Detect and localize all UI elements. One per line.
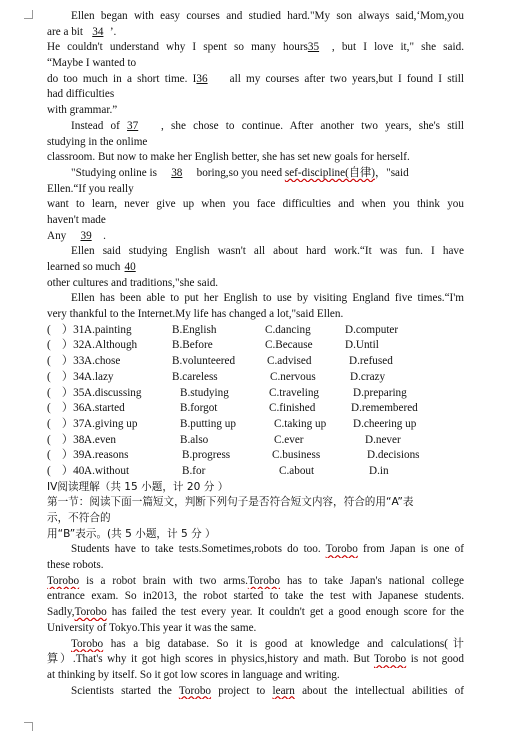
option-a: A.giving up xyxy=(84,417,138,430)
option-c: C.finished xyxy=(269,402,316,415)
reading-line: Scientists started the Torobo project to learn about the intellectual abilities of xyxy=(71,684,464,697)
reading-line: Sadly,Torobo has failed the test every year. It couldn't get a good enough score for the xyxy=(47,606,464,619)
passage-line: “Maybe I wanted to xyxy=(47,57,137,70)
blank-38: 38 xyxy=(171,166,183,179)
passage-line: Ellen has been able to put her English to use by visiting England five times.“I'm xyxy=(71,292,464,305)
reading-line: these robots. xyxy=(47,559,104,572)
torobo-term: Torobo xyxy=(373,653,407,666)
question-number: ( ）40. xyxy=(47,464,88,477)
question-number: ( ）35. xyxy=(47,386,88,399)
passage-line: Ellen.“If you really xyxy=(47,182,134,195)
passage-line: studying in the onlime xyxy=(47,135,148,148)
blank-37: 37 xyxy=(127,119,139,132)
option-a: A.chose xyxy=(84,355,121,368)
blank-34: 34 xyxy=(92,25,104,38)
passage-line: want to learn, never give up when you face difficulties and when you think you xyxy=(47,198,464,211)
option-d: D.preparing xyxy=(353,386,407,399)
option-d: D.Until xyxy=(345,339,379,352)
option-c: C.about xyxy=(279,464,315,477)
option-row xyxy=(47,323,464,339)
question-number: ( ）32. xyxy=(47,339,88,352)
corner-mark-bottom xyxy=(24,722,33,731)
option-a: A.discussing xyxy=(84,386,142,399)
passage-line: very thankful to the Internet.My life has changed a lot,"said Ellen. xyxy=(47,308,344,321)
torobo-term: Torobo xyxy=(74,606,107,619)
passage-line: classroom. But now to make her English better, she has set new goals for herself. xyxy=(47,151,410,164)
option-d: D.computer xyxy=(345,323,399,336)
option-d: D.remembered xyxy=(351,402,418,415)
option-d: D.never xyxy=(365,433,401,446)
option-a: A.reasons xyxy=(84,449,129,462)
option-b: B.putting up xyxy=(180,417,236,430)
blank-40: 40 xyxy=(124,261,136,273)
options-list xyxy=(47,323,464,480)
passage-line: other cultures and traditions,"she said. xyxy=(47,276,219,289)
option-c: C.dancing xyxy=(265,323,311,336)
learn-term: learn xyxy=(272,684,295,697)
passage-line: with grammar.” xyxy=(47,104,118,117)
document-content xyxy=(47,9,464,699)
passage-line: Ellen began with easy courses and studied hard."My son always said,‘Mom,you xyxy=(71,10,464,22)
corner-mark-top xyxy=(24,10,33,19)
option-row xyxy=(47,401,464,417)
option-d: D.refused xyxy=(349,355,393,368)
question-number: ( ）38. xyxy=(47,433,88,446)
section-instruction: 第一节：阅读下面一篇短文，判断下列句子是否符合短文内容，符合的用“A”表 xyxy=(47,496,414,509)
question-number: ( ）33. xyxy=(47,355,88,368)
option-b: B.for xyxy=(182,464,206,477)
option-row xyxy=(47,338,464,354)
option-b: B.volunteered xyxy=(172,355,236,368)
question-number: ( ）36. xyxy=(47,402,88,415)
option-b: B.English xyxy=(172,323,217,336)
question-number: ( ）37. xyxy=(47,417,88,430)
reading-line: University of Tokyo.This year it was the same. xyxy=(47,621,257,634)
reading-line: Students have to take tests.Sometimes,robots do too. Torobo from Japan is one of xyxy=(71,543,464,556)
reading-line: at thinking by itself. So it got low scores in language and writing. xyxy=(47,668,340,681)
section-instruction: 用“B”表示。(共 5 小题，计 5 分 ） xyxy=(47,527,216,540)
option-row xyxy=(47,433,464,449)
option-c: C.ever xyxy=(274,433,304,446)
passage-line: learned so much 40 xyxy=(47,260,464,276)
option-d: D.cheering up xyxy=(353,417,417,430)
passage-line: do too much in a short time. I36 all my courses after two years,but I found I still xyxy=(47,72,464,88)
option-c: C.taking up xyxy=(274,417,327,430)
option-b: B.forgot xyxy=(180,402,218,415)
passage-line: are a bit 34 ’. xyxy=(47,25,464,41)
question-number: ( ）34. xyxy=(47,370,88,383)
option-b: B.progress xyxy=(182,449,231,462)
option-row xyxy=(47,386,464,402)
passage-line: Ellen said studying English wasn't all about hard work.“It was fun. I have xyxy=(71,245,464,258)
option-a: A.Although xyxy=(84,339,138,352)
question-number: ( ）31. xyxy=(47,323,88,336)
option-b: B.studying xyxy=(180,386,229,399)
blank-35: 35 xyxy=(307,41,320,54)
torobo-term: Torobo xyxy=(47,574,80,587)
torobo-term: Torobo xyxy=(325,543,358,556)
option-row xyxy=(47,354,464,370)
passage-line: Any 39 . xyxy=(47,229,464,245)
option-row xyxy=(47,464,464,480)
option-row xyxy=(47,417,464,433)
passage-line: "Studying online is 38 boring,so you need sef-discipline(自律)，"said xyxy=(47,166,464,182)
option-row xyxy=(47,448,464,464)
passage-line: haven't made xyxy=(47,213,106,226)
option-d: D.decisions xyxy=(367,449,420,462)
option-row xyxy=(47,370,464,386)
option-a: A.even xyxy=(84,433,116,446)
reading-line: Torobo is a robot brain with two arms.Torobo has to take Japan's national college xyxy=(47,574,464,587)
blank-36: 36 xyxy=(196,72,208,85)
option-b: B.Before xyxy=(172,339,213,352)
self-discipline-term: sef-discipline(自律) xyxy=(284,166,375,179)
option-b: B.careless xyxy=(172,370,218,383)
option-c: C.Because xyxy=(265,339,313,352)
option-c: C.business xyxy=(272,449,321,462)
passage-line: Instead of 37 , she chose to continue. After another two years, she's still xyxy=(47,119,464,135)
reading-line: Torobo has a big database. So it is good at knowledge and calculations(计 xyxy=(71,637,464,650)
option-a: A.started xyxy=(84,402,125,415)
option-c: C.nervous xyxy=(270,370,316,383)
question-number: ( ）39. xyxy=(47,449,88,462)
option-d: D.crazy xyxy=(350,370,386,383)
torobo-term: Torobo xyxy=(247,574,281,587)
option-a: A.without xyxy=(84,464,130,477)
torobo-term: Torobo xyxy=(71,637,104,650)
passage-line: had difficulties xyxy=(47,88,115,101)
section-instruction: 示，不符合的 xyxy=(47,512,111,524)
reading-line: entrance exam. So in2013, the robot started to take the test with Japanese students. xyxy=(47,590,464,603)
passage-line: He couldn't understand why I spent so many hours35 , but I love it," she said. xyxy=(47,40,464,56)
option-d: D.in xyxy=(369,464,389,477)
reading-line: 算）.That's why it got high scores in physics,history and math. But Torobo is not good xyxy=(47,653,464,666)
option-b: B.also xyxy=(180,433,209,446)
option-a: A.painting xyxy=(84,323,132,336)
section-heading: IV阅读理解（共 15 小题，计 20 分 ） xyxy=(47,480,229,493)
blank-39: 39 xyxy=(80,229,92,242)
option-a: A.lazy xyxy=(84,370,114,383)
option-c: C.traveling xyxy=(269,386,320,399)
torobo-term: Torobo xyxy=(178,684,212,697)
option-c: C.advised xyxy=(267,355,312,368)
